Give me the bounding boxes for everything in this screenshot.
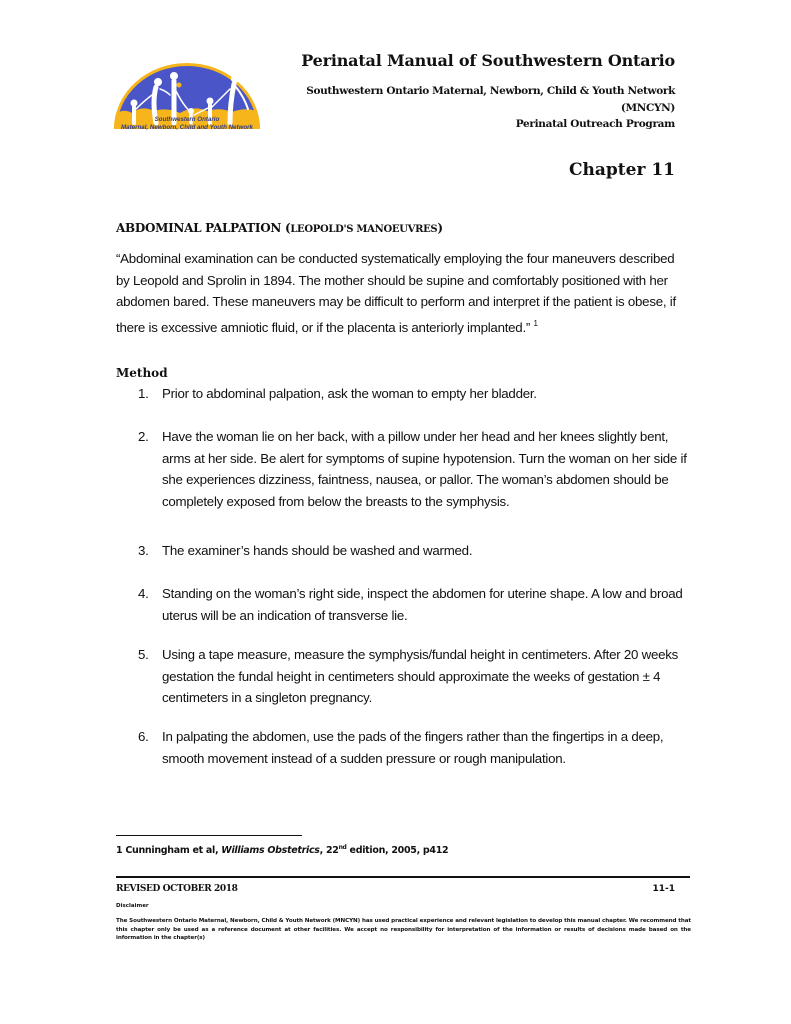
step-text: Using a tape measure, measure the symphysis/fundal height in centimeters. After 20 weeks gestation the fundal height in centimeters should approximate the weeks of gestation ± 4 centimeters in a singleton pregnancy. <box>162 647 679 706</box>
logo-caption <box>112 116 262 132</box>
method-step <box>138 583 693 626</box>
method-step <box>138 426 693 512</box>
footnote-edition: , 22 <box>319 845 339 856</box>
footnote-rest: edition, 2005, p412 <box>346 845 449 856</box>
step-number: 3. <box>138 543 149 558</box>
intro-quote-text: “Abdominal examination can be conducted systematically employing the four maneuvers described by Leopold and Sprolin in 1894. The mother should be supine and comfortably positioned with her abdomen bared. These maneuvers may be difficult to perform and interpret if the patient is obese, if there is excessive amniotic fluid, or if the placenta is anteriorly implanted.” <box>116 251 676 335</box>
program-name: Perinatal Outreach Program <box>515 118 675 130</box>
step-text: The examiner’s hands should be washed and warmed. <box>162 543 473 558</box>
disclaimer-heading: Disclaimer <box>116 903 149 909</box>
method-step <box>138 383 693 405</box>
manual-title: Perinatal Manual of Southwestern Ontario <box>301 51 675 70</box>
section-title-subtitle: LEOPOLD'S MANOEUVRES <box>290 224 438 235</box>
chapter-heading: Chapter 11 <box>569 160 675 180</box>
disclaimer-text: The Southwestern Ontario Maternal, Newborn, Child & Youth Network (MNCYN) has used practical experience and relevant legislation to develop this manual chapter. We recommend that this chapter only be used as a reference document at other facilities. We accept no responsibility for interpretation of the information or results of decisions made based on the information in the chapter(s) <box>116 918 691 942</box>
method-step <box>138 726 693 769</box>
footnote-book-title: Williams Obstetrics <box>221 845 320 856</box>
footnote-authors: Cunningham et al, <box>125 845 222 856</box>
footnote-reference[interactable]: 1 <box>533 318 538 328</box>
method-heading: Method <box>116 366 168 380</box>
footer-divider <box>116 876 690 878</box>
footnote-divider <box>116 835 302 836</box>
step-number: 2. <box>138 429 149 444</box>
step-number: 1. <box>138 386 149 401</box>
footnote-number: 1 <box>116 845 123 856</box>
step-number: 4. <box>138 586 149 601</box>
section-title <box>116 221 443 235</box>
method-step <box>138 540 693 562</box>
logo-caption-line1: Southwestern Ontario <box>154 116 220 123</box>
footnote-edition-suffix: nd <box>338 844 347 851</box>
step-number: 6. <box>138 729 149 744</box>
page-number: 11-1 <box>652 884 675 894</box>
network-name-line2: (MNCYN) <box>620 102 675 114</box>
step-text: Have the woman lie on her back, with a pillow under her head and her knees slightly bent, arms at her side. Be alert for symptoms of supine hypotension. Turn the woman on her side if she experiences dizziness, faintness, nausea, or pallor. The woman’s abdomen should be completely exposed from below the breasts to the symphysis. <box>162 429 687 509</box>
step-text: Prior to abdominal palpation, ask the woman to empty her bladder. <box>162 386 537 401</box>
logo-caption-line2: Maternal, Newborn, Child and Youth Network <box>120 124 253 131</box>
section-title-main: ABDOMINAL PALPATION ( <box>116 221 291 235</box>
step-text: In palpating the abdomen, use the pads of the fingers rather than the fingertips in a deep, smooth movement instead of a sudden pressure or rough manipulation. <box>162 729 664 766</box>
step-number: 5. <box>138 647 149 662</box>
footnote <box>116 844 448 856</box>
section-title-close: ) <box>437 221 443 235</box>
method-step <box>138 644 693 709</box>
revision-date: REVISED OCTOBER 2018 <box>116 884 238 894</box>
network-name-line1: Southwestern Ontario Maternal, Newborn, Child & Youth Network <box>306 85 675 97</box>
intro-quote <box>116 248 691 338</box>
step-text: Standing on the woman’s right side, inspect the abdomen for uterine shape. A low and broad uterus will be an indication of transverse lie. <box>162 586 683 623</box>
network-name <box>295 83 675 117</box>
